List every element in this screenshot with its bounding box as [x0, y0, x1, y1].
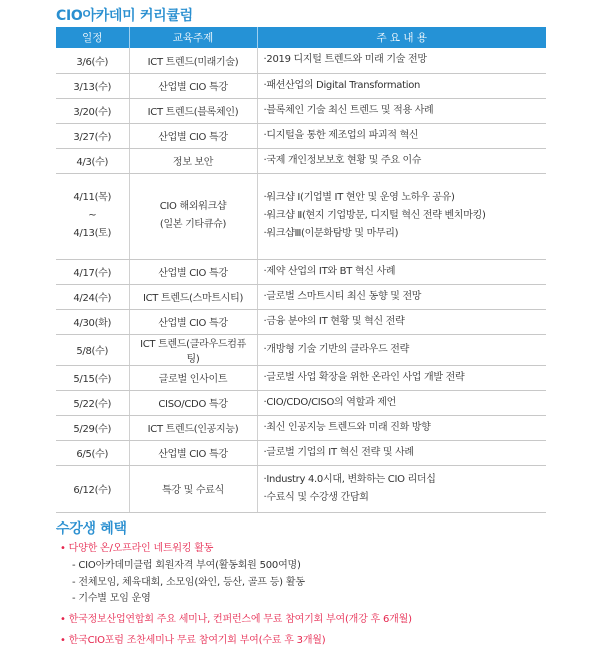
topic-cell: 산업별 CIO 특강 — [129, 73, 257, 98]
date-cell: 6/5(수) — [56, 440, 129, 465]
content-cell: ·개방형 기술 기반의 클라우드 전략 — [257, 334, 546, 365]
date-cell: 3/6(수) — [56, 48, 129, 73]
topic-cell: 산업별 CIO 특강 — [129, 440, 257, 465]
table-header-row — [56, 27, 546, 48]
content-line: ·수료식 및 수강생 간담회 — [263, 491, 369, 503]
table-row — [56, 98, 546, 123]
date-end: 4/13(토) — [73, 228, 112, 239]
topic-cell: 특강 및 수료식 — [129, 465, 257, 512]
table-row — [56, 334, 546, 365]
topic-cell: ICT 트렌드(블록체인) — [129, 98, 257, 123]
table-row — [56, 365, 546, 390]
benefits-list — [60, 541, 412, 650]
topic-line: (일본 기타큐슈) — [159, 219, 227, 230]
content-cell: ·패션산업의 Digital Transformation — [257, 73, 546, 98]
content-cell: ·글로벌 스마트시티 최신 동향 및 전망 — [257, 284, 546, 309]
header-date: 일정 — [56, 27, 129, 48]
date-cell: 6/12(수) — [56, 465, 129, 512]
topic-cell: ICT 트렌드(스마트시티) — [129, 284, 257, 309]
content-cell — [257, 173, 546, 259]
content-cell: ·글로벌 사업 확장을 위한 온라인 사업 개발 전략 — [257, 365, 546, 390]
table-row — [56, 440, 546, 465]
date-cell: 5/15(수) — [56, 365, 129, 390]
content-line: ·워크샵 Ⅰ(기업별 IT 현안 및 운영 노하우 공유) — [263, 192, 455, 203]
table-row — [56, 173, 546, 259]
date-cell: 3/13(수) — [56, 73, 129, 98]
content-cell: ·2019 디지털 트렌드와 미래 기술 전망 — [257, 48, 546, 73]
date-separator: ~ — [88, 210, 97, 221]
content-cell: ·CIO/CDO/CISO의 역할과 제언 — [257, 390, 546, 415]
content-line: ·Industry 4.0시대, 변화하는 CIO 리더십 — [263, 473, 436, 485]
table-row — [56, 309, 546, 334]
table-row — [56, 415, 546, 440]
table-row — [56, 259, 546, 284]
table-row — [56, 73, 546, 98]
curriculum-title: CIO아카데미 커리큘럼 — [56, 8, 193, 24]
date-cell: 5/8(수) — [56, 334, 129, 365]
header-topic: 교육주제 — [129, 27, 257, 48]
content-cell: ·제약 산업의 IT와 BT 혁신 사례 — [257, 259, 546, 284]
table-row — [56, 148, 546, 173]
topic-cell: 산업별 CIO 특강 — [129, 259, 257, 284]
topic-cell: ICT 트렌드(클라우드컴퓨팅) — [129, 334, 257, 365]
benefit-item: • 한국정보산업연합회 주요 세미나, 컨퍼런스에 무료 참여기회 부여(개강 후 6개월) — [60, 614, 412, 626]
table-row — [56, 48, 546, 73]
header-content: 주 요 내 용 — [257, 27, 546, 48]
topic-cell: CISO/CDO 특강 — [129, 390, 257, 415]
content-line: ·워크샵Ⅲ(이문화탐방 및 마무리) — [263, 228, 399, 239]
content-cell: ·글로벌 기업의 IT 혁신 전략 및 사례 — [257, 440, 546, 465]
date-cell: 3/20(수) — [56, 98, 129, 123]
date-cell: 5/22(수) — [56, 390, 129, 415]
date-cell: 5/29(수) — [56, 415, 129, 440]
table-row — [56, 465, 546, 512]
content-cell: ·블록체인 기술 최신 트렌드 및 적용 사례 — [257, 98, 546, 123]
date-cell: 4/3(수) — [56, 148, 129, 173]
topic-cell: 산업별 CIO 특강 — [129, 123, 257, 148]
table-row — [56, 284, 546, 309]
date-start: 4/11(목) — [73, 192, 112, 203]
topic-cell — [129, 173, 257, 259]
topic-cell: ICT 트렌드(인공지능) — [129, 415, 257, 440]
date-cell: 4/17(수) — [56, 259, 129, 284]
topic-cell: ICT 트렌드(미래기술) — [129, 48, 257, 73]
content-cell: ·최신 인공지능 트렌드와 미래 진화 방향 — [257, 415, 546, 440]
topic-line: CIO 해외워크샵 — [159, 201, 227, 212]
content-cell: ·금융 분야의 IT 현황 및 혁신 전략 — [257, 309, 546, 334]
benefit-sub-item: - 전체모임, 체육대회, 소모임(와인, 등산, 골프 등) 활동 — [72, 576, 305, 588]
date-cell: 4/24(수) — [56, 284, 129, 309]
table-row — [56, 123, 546, 148]
date-cell — [56, 173, 129, 259]
content-cell: ·국제 개인정보보호 현황 및 주요 이슈 — [257, 148, 546, 173]
benefit-sub-item: - CIO아카데미클럽 회원자격 부여(활동회원 500여명) — [72, 559, 301, 571]
table-row — [56, 390, 546, 415]
content-cell: ·디지털을 통한 제조업의 파괴적 혁신 — [257, 123, 546, 148]
date-cell: 3/27(수) — [56, 123, 129, 148]
curriculum-table — [56, 27, 546, 513]
date-cell: 4/30(화) — [56, 309, 129, 334]
topic-cell: 산업별 CIO 특강 — [129, 309, 257, 334]
content-line: ·워크샵 Ⅱ(현지 기업방문, 디지털 혁신 전략 벤치마킹) — [263, 210, 486, 221]
topic-cell: 글로벌 인사이트 — [129, 365, 257, 390]
benefit-sub-item: - 기수별 모임 운영 — [72, 593, 151, 605]
benefits-title: 수강생 혜택 — [56, 521, 127, 537]
content-cell — [257, 465, 546, 512]
benefit-item: • 한국CIO포럼 조찬세미나 무료 참여기회 부여(수료 후 3개월) — [60, 634, 326, 646]
topic-cell: 정보 보안 — [129, 148, 257, 173]
benefit-item: • 다양한 온/오프라인 네트워킹 활동 — [60, 543, 214, 554]
